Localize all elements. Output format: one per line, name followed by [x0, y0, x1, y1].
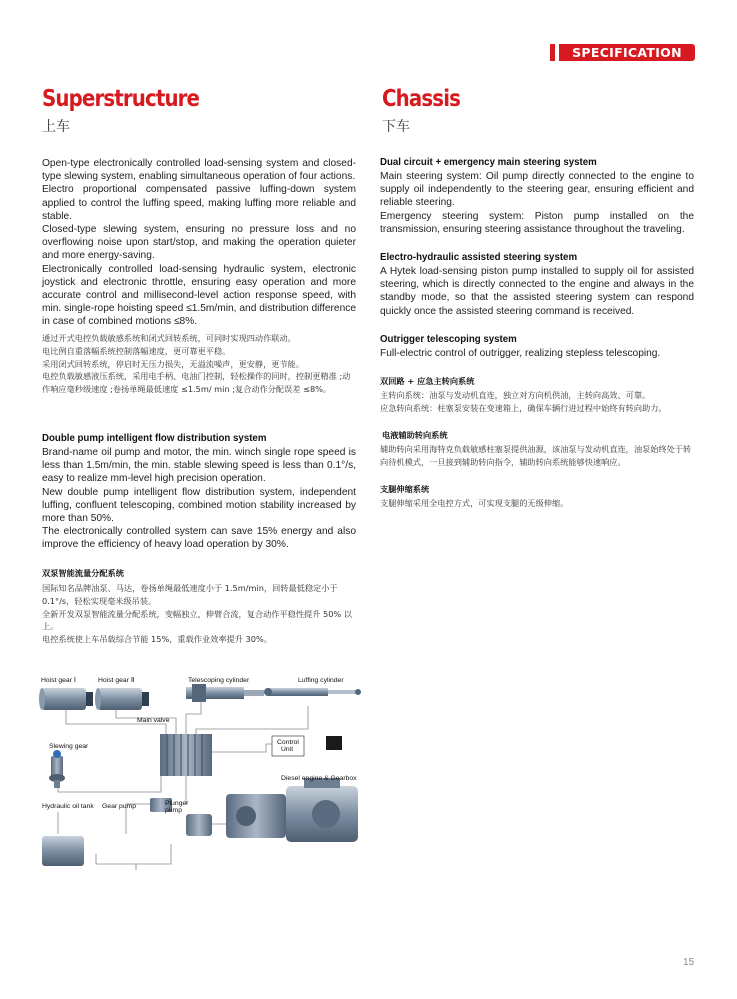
label-main-valve: Main valve: [137, 717, 170, 724]
label-luffing-cylinder: Luffing cylinder: [298, 677, 344, 684]
intro-paragraph: Open-type electronically controlled load-sensing system and closed-type slewing system, enabling simultaneous operation of four actions.: [42, 158, 356, 183]
chassis-cn-paragraph: 支腿伸缩采用全电控方式，可实现支腿的无级伸缩。: [380, 498, 569, 508]
chassis-section-body: [380, 170, 694, 236]
chassis-title: Chassis: [382, 86, 461, 112]
superstructure-title-cn: 上车: [42, 119, 70, 135]
superstructure-title: Superstructure: [42, 86, 200, 112]
pump-system-title-cn: 双泵智能流量分配系统: [42, 568, 124, 578]
pump-paragraph: New double pump intelligent flow distribution system, independent luffing, confluent telescoping, combined motion stability increased by more than 50%.: [42, 486, 356, 525]
chassis-cn-paragraph: 主转向系统：油泵与发动机直连，独立对方向机供油，主转向高效、可靠。: [380, 390, 651, 400]
chassis-cn-title: 支腿伸缩系统: [380, 484, 430, 494]
luffing-cylinder-drawing: [264, 688, 361, 696]
label-plunger-pump-line1: Plunger: [165, 800, 189, 807]
chassis-cn-body: [380, 443, 694, 469]
chassis-section-body: [380, 347, 694, 360]
chassis-paragraph: Main steering system: Oil pump directly connected to the engine to supply oil independently to the steering gear, ensuring efficient and reliable steering.: [380, 171, 694, 209]
superstructure-intro: [42, 157, 356, 329]
chassis-paragraph: Full-electric control of outrigger, realizing stepless telescoping.: [380, 348, 661, 359]
diagram-drawing: [36, 674, 366, 870]
label-control-unit-line1: Control: [277, 739, 299, 746]
intro-cn-paragraph: 采用闭式回转系统，停启时无压力损失，无溢流噪声，更安静，更节能。: [42, 358, 305, 369]
intro-cn-paragraph: 电控负载敏感液压系统，采用电手柄、电油门控制，轻松操作的同时，控制更精准 ;动作响应毫秒级速度 ;卷扬单绳最低速度 ≤1.5m/ min ;复合动作分配误差 ≤8%。: [42, 371, 351, 395]
intro-cn-paragraph: 通过开式电控负载敏感系统和闭式回转系统，可同时实现四动作联动。: [42, 333, 296, 343]
label-plunger-pump-line2: pump: [165, 807, 183, 814]
chassis-cn-title: 双回路 + 应急主转向系统: [380, 376, 475, 386]
label-diesel-engine-gearbox: Diesel engine & Gearbox: [281, 775, 357, 782]
engine-gearbox-drawing: [226, 778, 358, 842]
pump-paragraph: The electronically controlled system can save 15% energy and also improve the efficiency of heavy load operation by 30%.: [42, 526, 356, 551]
hoist-gear-1-drawing: [39, 688, 93, 710]
pump-system-body: [42, 446, 356, 552]
chassis-section-body: [380, 265, 694, 318]
chassis-section-title: Dual circuit + emergency main steering system: [380, 157, 597, 168]
pump-cn-paragraph: 全新开发双泵智能流量分配系统，变幅独立，伸臂合流，复合动作平稳性提升 50% 以上。: [42, 608, 352, 632]
hydraulic-system-diagram: [36, 674, 366, 870]
chassis-paragraph: A Hytek load-sensing piston pump installed to supply oil for assisted steering, which is directly connected to the engine and always in the standby mode, so that the assisted steering system can respond quickly once the assisted steering command is received.: [380, 266, 694, 317]
chassis-cn-paragraph: 辅助转向采用海特克负载敏感柱塞泵提供油源，该油泵与发动机直连，油泵始终处于转向待机模式，一旦接到辅助转向指令，辅助转向系统能够快速响应。: [380, 444, 692, 467]
hoist-gear-2-drawing: [95, 688, 149, 710]
superstructure-intro-cn: [42, 332, 356, 396]
label-hoist-gear-1: Hoist gear Ⅰ: [41, 677, 76, 684]
chassis-section-title: Electro-hydraulic assisted steering system: [380, 252, 578, 263]
intro-paragraph: Electronically controlled load-sensing hydraulic system, electronic joystick and electronic throttle, ensuring easy operation and more accurate control and millisecond-level action response speed, with min. single-rope hoisting speed ≤1.5m/min, and distribution difference in case of combined motions ≤8%.: [42, 263, 356, 328]
pump-system-title: Double pump intelligent flow distribution system: [42, 433, 267, 444]
pump-cn-paragraph: 电控系统使上车吊载综合节能 15%，重载作业效率提升 30%。: [42, 634, 272, 645]
label-telescoping-cylinder: Telescoping cylinder: [188, 677, 250, 684]
spec-accent-bar: [550, 44, 555, 61]
telescoping-cylinder-drawing: [186, 684, 264, 702]
main-valve-drawing: [160, 734, 212, 776]
intro-cn-paragraph: 电比例自重落幅系统控制落幅速度，更可靠更平稳。: [42, 345, 231, 356]
chassis-section-title: Outrigger telescoping system: [380, 334, 517, 345]
chassis-cn-body: [380, 497, 694, 510]
pump-paragraph: Brand-name oil pump and motor, the min. winch single rope speed is less than 1.5m/min, the min. stable slewing speed is less than 0.1°/s, easy to realize mm-level high precision operation.: [42, 447, 356, 485]
chassis-cn-paragraph: 应急转向系统：柱塞泵安装在变速箱上，确保车辆行进过程中始终有转向助力。: [380, 402, 667, 413]
specification-tag: SPECIFICATION: [559, 44, 695, 61]
label-hoist-gear-2: Hoist gear Ⅱ: [98, 677, 135, 684]
label-control-unit-line2: Unit: [281, 746, 294, 753]
pump-system-body-cn: [42, 582, 356, 646]
chassis-paragraph: Emergency steering system: Piston pump installed on the transmission, ensuring steering assistance throughout the traveling.: [380, 210, 694, 235]
hydraulic-lines: [58, 696, 308, 870]
pump-cn-paragraph: 国际知名品牌油泵、马达，卷扬单绳最低速度小于 1.5m/min，回转最低稳定小于 0.1°/s，轻松实现毫米级吊装。: [42, 583, 338, 606]
intro-paragraph: Electro proportional compensated passive luffing-down system applied to control the luffing speed, making luffing more reliable and stable.: [42, 184, 356, 222]
page-number: 15: [683, 957, 695, 968]
chassis-cn-title: 电液辅助转向系统: [382, 430, 448, 440]
controller-module-drawing: [326, 736, 342, 750]
oil-tank-drawing: [42, 836, 84, 866]
chassis-title-cn: 下车: [382, 119, 410, 135]
label-slewing-gear: Slewing gear: [49, 743, 89, 750]
label-hydraulic-oil-tank: Hydraulic oil tank: [42, 803, 94, 810]
intro-paragraph: Closed-type slewing system, ensuring no pressure loss and no overflowing noise upon start/stop, and making the operation quieter and more energy-saving.: [42, 224, 356, 262]
plunger-pump-drawing: [186, 814, 212, 836]
label-gear-pump: Gear pump: [102, 803, 137, 810]
slewing-gear-drawing: [49, 750, 65, 788]
chassis-cn-body: [380, 389, 694, 415]
